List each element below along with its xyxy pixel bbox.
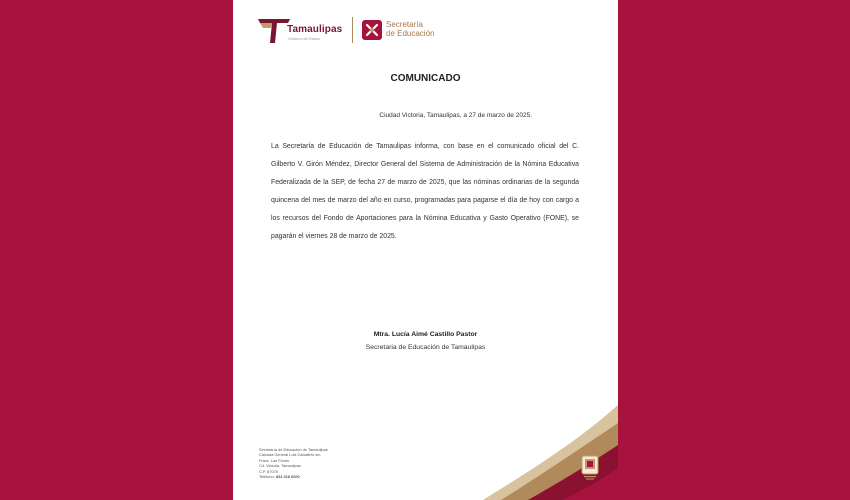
- footer-line: C.P. 87078: [259, 468, 278, 474]
- footer-address: [259, 447, 328, 479]
- secretaria-educacion-icon: [362, 20, 382, 40]
- signer-name: Mtra. Lucía Aimé Castillo Pastor: [373, 331, 478, 338]
- secretaria-line2: de Educación: [386, 28, 435, 38]
- document-title: COMUNICADO: [390, 73, 461, 84]
- footer-phone-value: 834 318 6600: [275, 474, 300, 480]
- footer-line: Fracc. Las Flores: [259, 457, 290, 463]
- footer-line: Calzada General Luis Caballero s/n: [259, 452, 321, 458]
- decorative-corner-graphic: [483, 405, 618, 500]
- header-divider: [352, 17, 353, 43]
- brand-name: Tamaulipas: [287, 24, 343, 35]
- tamaulipas-logo-icon: [257, 16, 291, 44]
- brand-tagline: Gobierno del Estado: [288, 37, 320, 41]
- signer-role: Secretaria de Educación de Tamaulipas: [365, 344, 486, 351]
- body-paragraph: La Secretaría de Educación de Tamaulipas informa, con base en el comunicado oficial del C. Gilberto V. Girón Méndez, Director General del Sistema de Administración de la Nómina Educativa Federalizada de la SEP, de fecha 27 de marzo de 2025, que las nóminas ordinarias de la segunda quincena del mes de marzo del año en curso, programadas para pagarse el día de hoy con cargo a los recursos del Fondo de Aportaciones para la Nómina Educativa y Gasto Operativo (FONE), se pagarán el viernes 28 de marzo de 2025.: [271, 143, 579, 241]
- footer-line: Cd. Victoria, Tamaulipas: [259, 463, 301, 469]
- state-seal-icon: [581, 455, 599, 481]
- footer-phone: [259, 474, 328, 479]
- secretaria-name: [386, 21, 434, 38]
- dateline: Ciudad Victoria, Tamaulipas, a 27 de marzo de 2025.: [379, 112, 532, 119]
- secretaria-line1: Secretaría: [386, 20, 423, 29]
- document-page: [233, 0, 618, 500]
- footer-phone-label: Teléfono:: [259, 474, 275, 480]
- footer-line: Secretaría de Educación de Tamaulipas: [259, 447, 328, 452]
